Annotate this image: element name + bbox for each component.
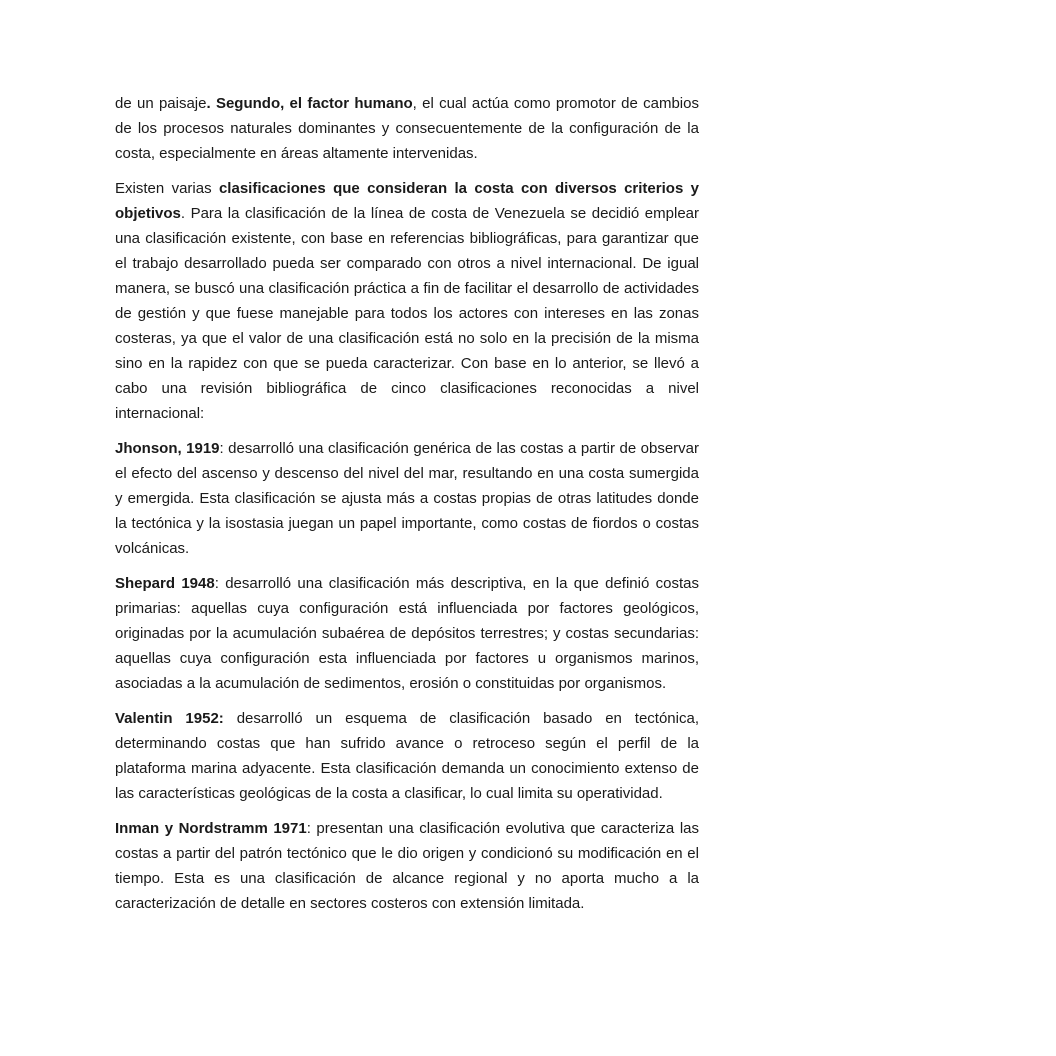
- bold-segment: Inman y Nordstramm 1971: [115, 820, 307, 837]
- text-segment: Existen varias: [115, 180, 219, 197]
- paragraph-shepard: [115, 571, 699, 696]
- text-segment: desarrolló un esquema de clasificación basado en tectónica, determinando costas que han sufrido avance o retroceso según el perfil de la plataforma marina adyacente. Esta clasificación demanda un conocimiento extenso de las características geológicas de la costa a clasificar, lo cual limita su operatividad.: [115, 710, 699, 802]
- document-body: [115, 91, 699, 926]
- paragraph-classifications: [115, 176, 699, 426]
- text-segment: : desarrolló una clasificación genérica de las costas a partir de observar el efecto del ascenso y descenso del nivel del mar, resultando en una costa sumergida y emergida. Esta clasificación se ajusta más a costas propias de otras latitudes donde la tectónica y la isostasia juegan un papel importante, como costas de fiordos o costas volcánicas.: [115, 440, 699, 557]
- bold-segment: Shepard 1948: [115, 575, 215, 592]
- paragraph-intro-continuation: [115, 91, 699, 166]
- text-segment: de un paisaje: [115, 95, 207, 112]
- text-segment: . Para la clasificación de la línea de costa de Venezuela se decidió emplear una clasificación existente, con base en referencias bibliográficas, para garantizar que el trabajo desarrollado pueda ser comparado con otros a nivel internacional. De igual manera, se buscó una clasificación práctica a fin de facilitar el desarrollo de actividades de gestión y que fuese manejable para todos los actores con intereses en las zonas costeras, ya que el valor de una clasificación está no solo en la precisión de la misma sino en la rapidez con que se pueda caracterizar. Con base en lo anterior, se llevó a cabo una revisión bibliográfica de cinco clasificaciones reconocidas a nivel internacional:: [115, 205, 699, 422]
- bold-segment: clasificaciones que consideran la costa con diversos criterios y objetivos: [115, 180, 700, 222]
- bold-segment: Jhonson, 1919: [115, 440, 220, 457]
- bold-segment: Valentin 1952:: [115, 710, 224, 727]
- paragraph-inman-nordstramm: [115, 816, 699, 916]
- text-segment: : desarrolló una clasificación más descriptiva, en la que definió costas primarias: aquellas cuya configuración está influenciada por factores geológicos, originadas por la acumulación subaérea de depósitos terrestres; y costas secundarias: aquellas cuya configuración esta influenciada por factores u organismos marinos, asociadas a la acumulación de sedimentos, erosión o constituidas por organismos.: [115, 575, 699, 692]
- bold-segment: . Segundo, el factor humano: [206, 95, 413, 112]
- paragraph-valentin: [115, 706, 699, 806]
- text-segment: : presentan una clasificación evolutiva que caracteriza las costas a partir del patrón tectónico que le dio origen y condicionó su modificación en el tiempo. Esta es una clasificación de alcance regional y no aporta mucho a la caracterización de detalle en sectores costeros con extensión limitada.: [115, 820, 699, 912]
- paragraph-jhonson: [115, 436, 699, 561]
- text-segment: , el cual actúa como promotor de cambios de los procesos naturales dominantes y consecuentemente de la configuración de la costa, especialmente en áreas altamente intervenidas.: [115, 95, 699, 162]
